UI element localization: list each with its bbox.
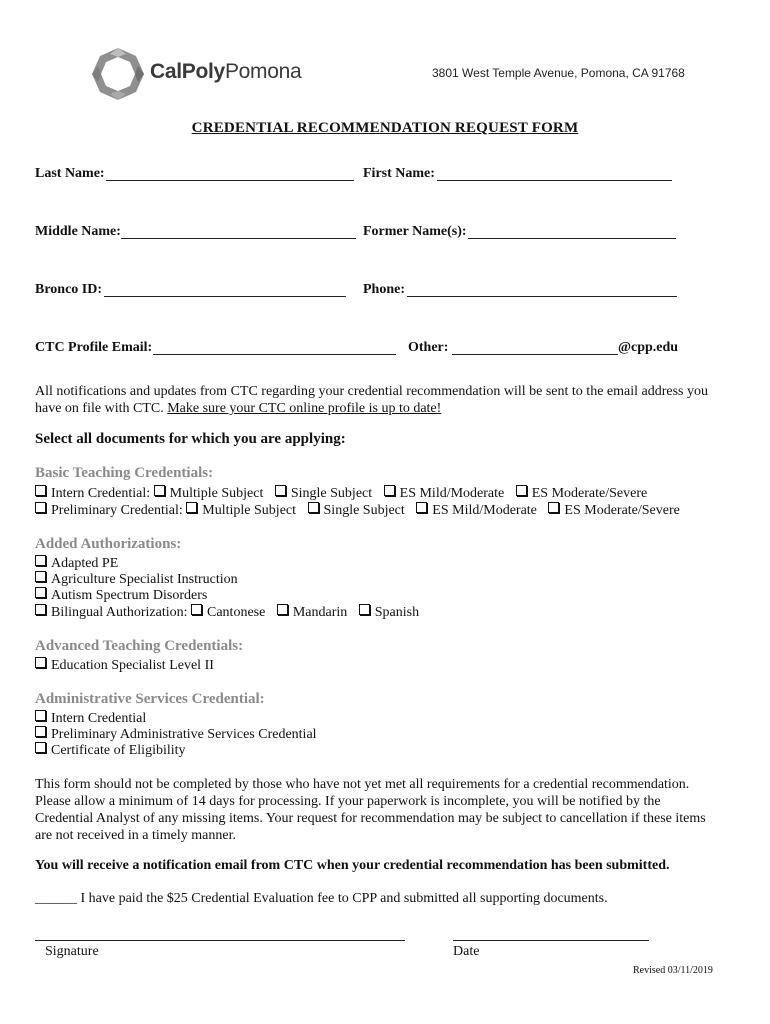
agriculture-specialist-label: Agriculture Specialist Instruction [51,572,238,587]
former-names-field[interactable] [468,238,676,239]
added-item-adapted-pe [35,555,118,572]
prelim-es-mild-moderate-label: ES Mild/Moderate [432,503,537,518]
cantonese-label: Cantonese [207,605,266,620]
form-title: CREDENTIAL RECOMMENDATION REQUEST FORM [191,120,579,136]
university-address: 3801 West Temple Avenue, Pomona, CA 91768 [432,66,685,80]
intern-single-subject-checkbox[interactable] [275,485,286,496]
added-authorizations-heading: Added Authorizations: [35,536,182,552]
select-documents-heading: Select all documents for which you are applying: [35,431,346,447]
phone-label: Phone: [363,282,405,297]
disclaimer-paragraph: This form should not be completed by those who have not yet met all requirements for a credential recommendation. Please allow a minimum of 14 days for processing. If your paperwork is incomplete, you will be notified by the Credential Analyst of any missing items. Your request for recommendation may be subject to cancellation if these items are not received in a timely manner. [35,777,706,843]
signature-line[interactable] [35,940,405,941]
prelim-es-mild-moderate-checkbox[interactable] [416,502,427,513]
adapted-pe-checkbox[interactable] [35,555,46,566]
fee-initials-blank[interactable]: ______ [35,891,77,906]
admin-intern-credential-label: Intern Credential [51,711,147,726]
added-item-agriculture [35,571,238,588]
notification-statement: You will receive a notification email from CTC when your credential recommendation has been submitted. [35,858,670,873]
bronco-id-field[interactable] [104,296,346,297]
basic-teaching-heading: Basic Teaching Credentials: [35,465,214,481]
intern-single-subject-label: Single Subject [290,486,373,501]
last-name-label: Last Name: [35,166,105,181]
adapted-pe-label: Adapted PE [51,556,119,571]
intern-es-moderate-severe-checkbox[interactable] [516,485,527,496]
advanced-teaching-heading: Advanced Teaching Credentials: [35,638,244,654]
added-item-bilingual [35,604,419,621]
administrative-services-heading: Administrative Services Credential: [35,691,265,707]
other-email-suffix: @cpp.edu [618,340,679,355]
date-label: Date [453,944,480,959]
prelim-multiple-subject-checkbox[interactable] [186,502,197,513]
intern-credential-row [35,485,647,502]
preliminary-credential-row [35,502,680,519]
added-item-autism [35,587,207,604]
logo-wordmark: CalPolyPomona [150,60,302,83]
admin-preliminary-credential-checkbox[interactable] [35,726,46,737]
former-names-label: Former Name(s): [363,224,467,239]
preliminary-credential-checkbox[interactable] [35,502,46,513]
intern-es-mild-moderate-label: ES Mild/Moderate [399,486,505,501]
autism-spectrum-label: Autism Spectrum Disorders [51,588,208,603]
prelim-single-subject-checkbox[interactable] [308,502,319,513]
intern-credential-checkbox[interactable] [35,485,46,496]
date-line[interactable] [453,940,649,941]
first-name-label: First Name: [363,166,435,181]
fee-acknowledgement [35,890,608,907]
admin-item-preliminary [35,726,317,743]
education-specialist-ii-label: Education Specialist Level II [51,658,214,673]
prelim-es-moderate-severe-label: ES Moderate/Severe [564,503,680,518]
cantonese-checkbox[interactable] [191,604,202,615]
other-email-label: Other: [408,340,449,355]
middle-name-label: Middle Name: [35,224,121,239]
bronco-id-label: Bronco ID: [35,282,103,297]
advanced-item-ed-specialist [35,657,214,674]
ctc-notice [35,383,715,417]
certificate-of-eligibility-label: Certificate of Eligibility [51,743,186,758]
fee-statement-text: I have paid the $25 Credential Evaluation fee to CPP and submitted all supporting documents. [80,891,608,906]
phone-field[interactable] [407,296,677,297]
agriculture-specialist-checkbox[interactable] [35,571,46,582]
intern-multiple-subject-checkbox[interactable] [154,485,165,496]
ctc-email-label: CTC Profile Email: [35,340,153,355]
education-specialist-ii-checkbox[interactable] [35,657,46,668]
intern-es-mild-moderate-checkbox[interactable] [384,485,395,496]
prelim-es-moderate-severe-checkbox[interactable] [548,502,559,513]
intern-es-moderate-severe-label: ES Moderate/Severe [531,486,648,501]
mandarin-checkbox[interactable] [277,604,288,615]
spanish-label: Spanish [374,605,420,620]
admin-item-certificate [35,742,186,759]
certificate-of-eligibility-checkbox[interactable] [35,742,46,753]
preliminary-credential-label: Preliminary Credential: [51,503,183,518]
signature-label: Signature [45,944,99,959]
autism-spectrum-checkbox[interactable] [35,587,46,598]
last-name-field[interactable] [106,180,354,181]
prelim-single-subject-label: Single Subject [323,503,405,518]
admin-preliminary-credential-label: Preliminary Administrative Services Credential [51,727,317,742]
prelim-multiple-subject-label: Multiple Subject [202,503,297,518]
intern-credential-label: Intern Credential: [51,486,151,501]
ctc-profile-reminder: Make sure your CTC online profile is up to date! [167,401,442,416]
intern-multiple-subject-label: Multiple Subject [169,486,264,501]
ctc-email-field[interactable] [153,354,396,355]
bilingual-authorization-checkbox[interactable] [35,604,46,615]
mandarin-label: Mandarin [292,605,348,620]
spanish-checkbox[interactable] [359,604,370,615]
revision-date: Revised 03/11/2019 [633,965,713,976]
bilingual-authorization-label: Bilingual Authorization: [51,605,188,620]
middle-name-field[interactable] [121,238,356,239]
first-name-field[interactable] [437,180,672,181]
ctc-notice-text: All notifications and updates from CTC regarding your credential recommendation will be sent to the email address you have on file with CTC. [35,384,708,416]
admin-intern-credential-checkbox[interactable] [35,710,46,721]
admin-item-intern [35,710,146,727]
other-email-field[interactable] [452,354,618,355]
